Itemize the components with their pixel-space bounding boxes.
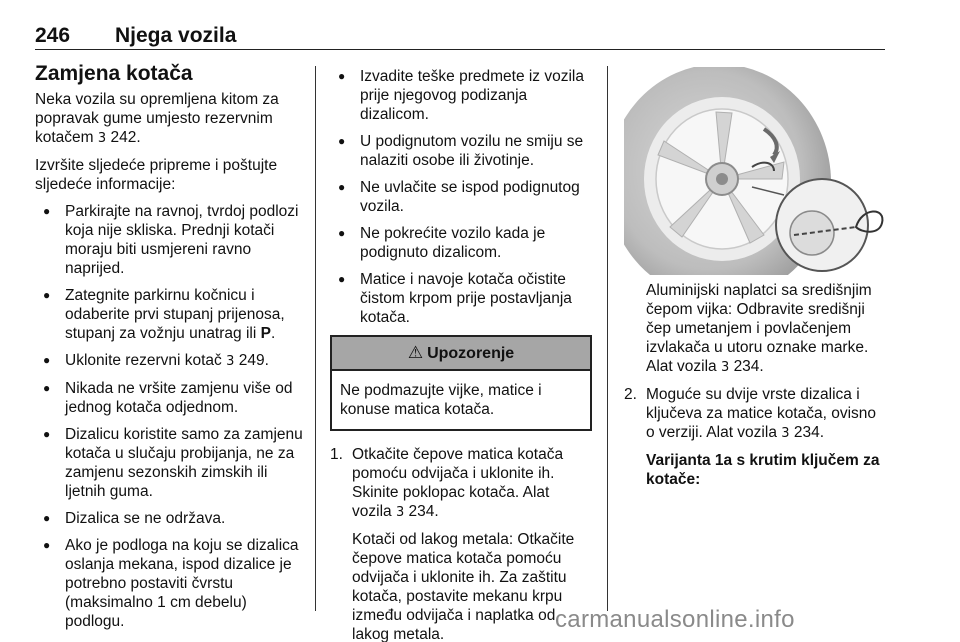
ref-link[interactable]: 234. bbox=[733, 358, 764, 375]
page-number: 246 bbox=[35, 24, 71, 47]
gear-reverse-label: P bbox=[260, 325, 271, 342]
step-item: 2. Moguće su dvije vrste dizalica i ključeva za matice kotača, ovisno o verziji. Alat vozila 3 234. Varijanta 1a s krutim ključem za kotače: bbox=[624, 385, 886, 489]
figure-caption: Aluminijski naplatci sa središnjim čepom vijka: Odbravite središnji čep umetanjem i povlačenjem izvlakača u utoru oznake marke. Alat vozila 3 234. bbox=[646, 282, 872, 375]
ref-arrow-icon: 3 bbox=[781, 426, 790, 441]
ref-arrow-icon: 3 bbox=[226, 354, 235, 369]
step-number: 1. bbox=[330, 446, 343, 463]
chapter-title: Njega vozila bbox=[115, 24, 237, 47]
wheel-cap-removal-icon bbox=[624, 67, 886, 275]
steps-list-continued bbox=[624, 385, 886, 489]
step-note: Kotači od lakog metala: Otkačite čepove matica kotača pomoću odvijača i uklonite ih. Za zaštitu kotača, postavite mekanu krpu između odvijača i naplatka od lakog metala. bbox=[352, 531, 575, 642]
column-divider-2 bbox=[607, 66, 608, 611]
list-item: ● Zategnite parkirnu kočnicu i odaberite prvi stupanj prijenosa, stupanj za vožnju unatrag ili P. bbox=[35, 286, 303, 343]
section-title: Zamjena kotača bbox=[35, 62, 193, 85]
column-3 bbox=[624, 67, 886, 497]
ref-link[interactable]: 249. bbox=[238, 352, 269, 369]
ref-link[interactable]: 242. bbox=[110, 129, 141, 146]
list-item: ● Izvadite teške predmete iz vozila prije njegovog podizanja dizalicom. bbox=[330, 67, 592, 124]
list-item: ● Matice i navoje kotača očistite čistom krpom prije postavljanja kotača. bbox=[330, 270, 592, 327]
ref-arrow-icon: 3 bbox=[720, 360, 730, 375]
list-item: ● Dizalica se ne održava. bbox=[35, 509, 303, 528]
variant-heading: Varijanta 1a s krutim ključem za kotače: bbox=[646, 452, 880, 488]
list-item: ● Parkirajte na ravnoj, tvrdoj podlozi koja nije skliska. Prednji kotači moraju biti usmjereni ravno naprijed. bbox=[35, 202, 303, 278]
warning-header bbox=[332, 337, 590, 371]
watermark: carmanualsonline.info bbox=[555, 606, 795, 633]
ref-arrow-icon: 3 bbox=[395, 505, 405, 520]
column-2 bbox=[330, 67, 592, 642]
intro-paragraph: Neka vozila su opremljena kitom za popravak gume umjesto rezervnim kotačem 3 242. bbox=[35, 91, 279, 146]
list-item: ● Ne uvlačite se ispod podignutog vozila. bbox=[330, 178, 592, 216]
step-item: 1. Otkačite čepove matica kotača pomoću odvijača i uklonite ih. Skinite poklopac kotača. Alat vozila 3 234. Kotači od lakog metala: Otkačite čepove matica kotača pomoću odvijača i uklonite ih. Za zaštitu kotača, postavite mekanu krpu između odvijača i naplatka od lakog metala. bbox=[330, 445, 592, 642]
list-item: ● Nikada ne vršite zamjenu više od jednog kotača odjednom. bbox=[35, 379, 303, 417]
ref-link[interactable]: 234. bbox=[793, 424, 825, 441]
page-header bbox=[35, 22, 885, 52]
warning-text: Ne podmazujte vijke, matice i konuse matica kotača. bbox=[340, 382, 542, 418]
prep-paragraph: Izvršite sljedeće pripreme i poštujte sljedeće informacije: bbox=[35, 157, 278, 193]
list-item: ● U podignutom vozilu ne smiju se nalaziti osobe ili životinje. bbox=[330, 132, 592, 170]
warning-box bbox=[330, 335, 592, 431]
ref-arrow-icon: 3 bbox=[97, 131, 107, 146]
safety-list bbox=[330, 67, 592, 327]
header-rule bbox=[35, 49, 885, 50]
list-item: ● Ne pokrećite vozilo kada je podignuto dizalicom. bbox=[330, 224, 592, 262]
ref-link[interactable]: 234. bbox=[408, 503, 439, 520]
column-divider-1 bbox=[315, 66, 316, 611]
step-number: 2. bbox=[624, 386, 637, 403]
list-item: ● Dizalicu koristite samo za zamjenu kotača u slučaju probijanja, ne za zamjenu sezonskih zimskih ili ljetnih guma. bbox=[35, 425, 303, 501]
prep-list bbox=[35, 202, 303, 631]
warning-title: Upozorenje bbox=[427, 344, 515, 362]
warning-icon: ⚠ bbox=[407, 342, 424, 363]
list-item: ● Ako je podloga na koju se dizalica oslanja mekana, ispod dizalice je potrebno postaviti čvrstu (maksimalno 1 cm debelu) podlogu. bbox=[35, 536, 303, 631]
column-1 bbox=[35, 62, 303, 639]
list-item: ● Uklonite rezervni kotač 3 249. bbox=[35, 351, 303, 371]
steps-list bbox=[330, 445, 592, 642]
wheel-illustration bbox=[624, 67, 886, 275]
